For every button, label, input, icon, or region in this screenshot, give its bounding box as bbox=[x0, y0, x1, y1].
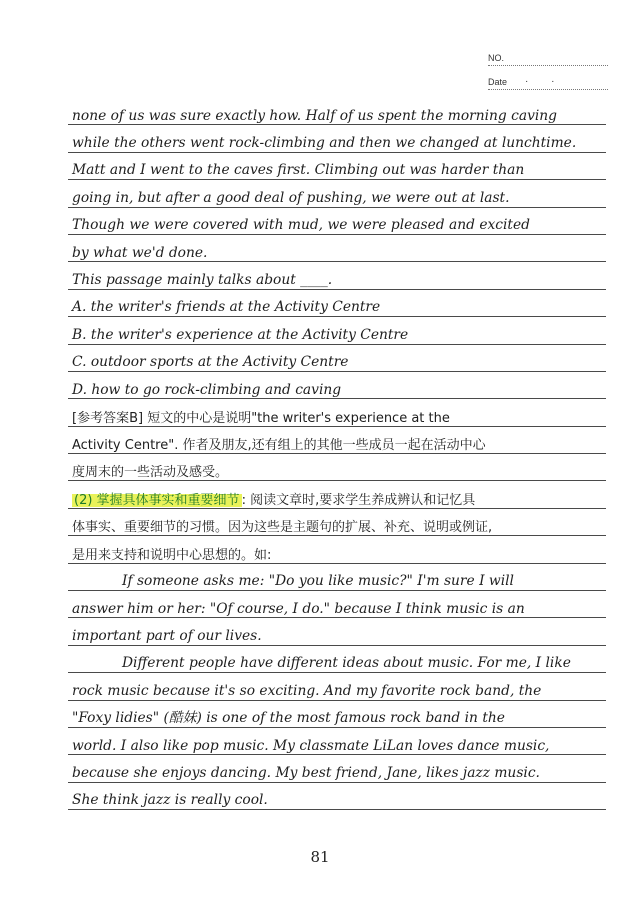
example-line: because she enjoys dancing. My best friend, Jane, likes jazz music. bbox=[68, 755, 606, 782]
text-line: Matt and I went to the caves first. Climbing out was harder than bbox=[68, 153, 606, 180]
example-line: Different people have different ideas about music. For me, I like bbox=[68, 646, 606, 673]
number-label: NO. bbox=[488, 53, 505, 63]
example-line: world. I also like pop music. My classmate LiLan loves dance music, bbox=[68, 728, 606, 755]
date-dots: · · bbox=[525, 76, 565, 87]
page-number: 81 bbox=[310, 848, 330, 866]
highlighted-heading: (2) 掌握具体事实和重要细节 bbox=[74, 492, 240, 508]
text-line: while the others went rock-climbing and then we changed at lunchtime. bbox=[68, 125, 606, 152]
option-a: A. the writer's friends at the Activity Centre bbox=[68, 290, 606, 317]
explanation-line: 是用来支持和说明中心思想的。如: bbox=[68, 536, 606, 563]
number-field bbox=[488, 46, 608, 66]
option-b: B. the writer's experience at the Activity Centre bbox=[68, 317, 606, 344]
explanation-line: 度周末的一些活动及感受。 bbox=[68, 454, 606, 481]
text-line: Though we were covered with mud, we were pleased and excited bbox=[68, 208, 606, 235]
answer-line: [参考答案B] 短文的中心是说明"the writer's experience at the bbox=[68, 399, 606, 426]
example-line: important part of our lives. bbox=[68, 618, 606, 645]
date-label: Date bbox=[488, 77, 508, 87]
explanation-line: 体事实、重要细节的习惯。因为这些是主题句的扩展、补充、说明或例证, bbox=[68, 509, 606, 536]
text-line: going in, but after a good deal of pushing, we were out at last. bbox=[68, 180, 606, 207]
example-line: If someone asks me: "Do you like music?" I'm sure I will bbox=[68, 564, 606, 591]
question-line: This passage mainly talks about ____. bbox=[68, 262, 606, 289]
page-header bbox=[488, 46, 608, 90]
example-line: answer him or her: "Of course, I do." because I think music is an bbox=[68, 591, 606, 618]
example-line: rock music because it's so exciting. And my favorite rock band, the bbox=[68, 673, 606, 700]
option-c: C. outdoor sports at the Activity Centre bbox=[68, 345, 606, 372]
explanation-line: Activity Centre". 作者及朋友,还有组上的其他一些成员一起在活动中心 bbox=[68, 427, 606, 454]
text-line: none of us was sure exactly how. Half of us spent the morning caving bbox=[68, 98, 606, 125]
handwritten-text bbox=[68, 98, 606, 810]
example-line: She think jazz is really cool. bbox=[68, 783, 606, 810]
example-line: "Foxy lidies" (酷妹) is one of the most famous rock band in the bbox=[68, 701, 606, 728]
section-heading-line bbox=[68, 481, 606, 508]
heading-tail: : 阅读文章时,要求学生养成辨认和记忆具 bbox=[241, 492, 476, 508]
option-d: D. how to go rock-climbing and caving bbox=[68, 372, 606, 399]
text-line: by what we'd done. bbox=[68, 235, 606, 262]
date-field bbox=[488, 70, 608, 90]
